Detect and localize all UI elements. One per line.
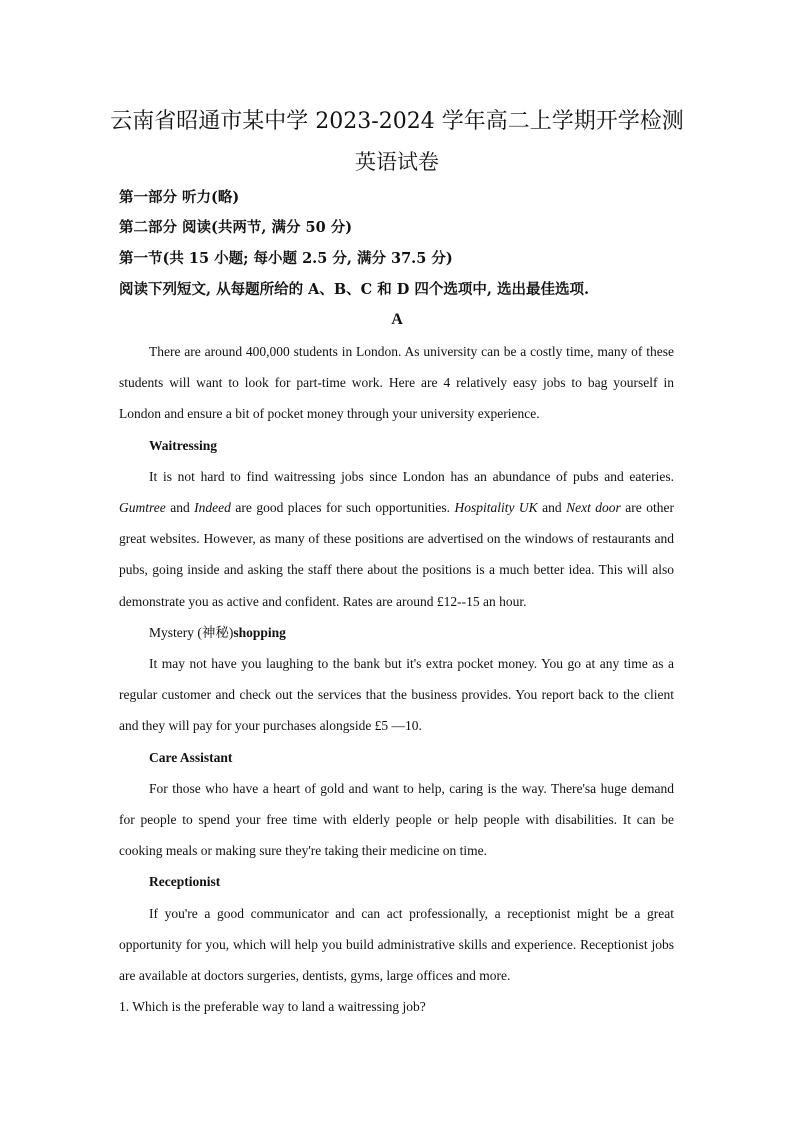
care-text: For those who have a heart of gold and want to help, caring is the way. There'sa huge demand for people to spend your free time with elderly people or help people with disabilities. It can be cooking meals or making sure they're taking their medicine on time. — [119, 780, 674, 859]
waitressing-and-1: and — [165, 500, 195, 516]
exam-title: 云南省昭通市某中学 2023-2024 学年高二上学期开学检测 — [110, 109, 684, 134]
part1-heading: 第一部分 听力(略) — [119, 189, 240, 206]
next-door-name: Next door — [566, 500, 621, 516]
waitressing-text — [119, 461, 674, 617]
waitressing-text-3: are other great websites. However, as many of these positions are advertised on the windows of restaurants and pubs, going inside and asking the staff there about the positions is a much better idea. This will also demonstrate you as active and confident. Rates are around £12--15 an hour. — [119, 500, 674, 609]
receptionist-text: If you're a good communicator and can act professionally, a receptionist might be a great opportunity for you, which will help you build administrative skills and experience. Receptionist jobs are available at doctors surgeries, dentists, gyms, large offices and more. — [119, 905, 674, 984]
mystery-heading — [119, 617, 674, 648]
gumtree-name: Gumtree — [119, 500, 166, 516]
mystery-heading-bold: shopping — [233, 624, 286, 640]
waitressing-heading: Waitressing — [149, 437, 218, 453]
question-1: 1. Which is the preferable way to land a waitressing job? — [119, 999, 426, 1015]
waitressing-and-2: and — [537, 500, 567, 516]
section1-heading: 第一节(共 15 小题; 每小题 2.5 分, 满分 37.5 分) — [119, 250, 453, 267]
waitressing-text-1: It is not hard to find waitressing jobs since London has an abundance of pubs and eateries. — [149, 468, 674, 484]
passage-intro: There are around 400,000 students in London. As university can be a costly time, many of these students will want to look for part-time work. Here are 4 relatively easy jobs to bag yourself in London and ensure a bit of pocket money through your university experience. — [119, 344, 674, 422]
passage-letter: A — [391, 311, 403, 328]
indeed-name: Indeed — [194, 500, 231, 516]
care-heading: Care Assistant — [149, 749, 233, 765]
passage-body — [119, 336, 674, 1022]
waitressing-text-2: are good places for such opportunities. — [230, 500, 455, 516]
mystery-text: It may not have you laughing to the bank but it's extra pocket money. You go at any time as a regular customer and check out the services that the business provides. You report back to the client and they will pay for your purchases alongside £5 —10. — [119, 656, 674, 734]
exam-subtitle: 英语试卷 — [355, 150, 439, 174]
receptionist-heading: Receptionist — [149, 874, 221, 890]
mystery-heading-prefix: Mystery (神秘) — [149, 624, 234, 640]
hospitality-uk-name: Hospitality UK — [454, 500, 538, 516]
part2-heading: 第二部分 阅读(共两节, 满分 50 分) — [119, 219, 353, 236]
instruction-text: 阅读下列短文, 从每题所给的 A、B、C 和 D 四个选项中, 选出最佳选项. — [119, 281, 590, 298]
